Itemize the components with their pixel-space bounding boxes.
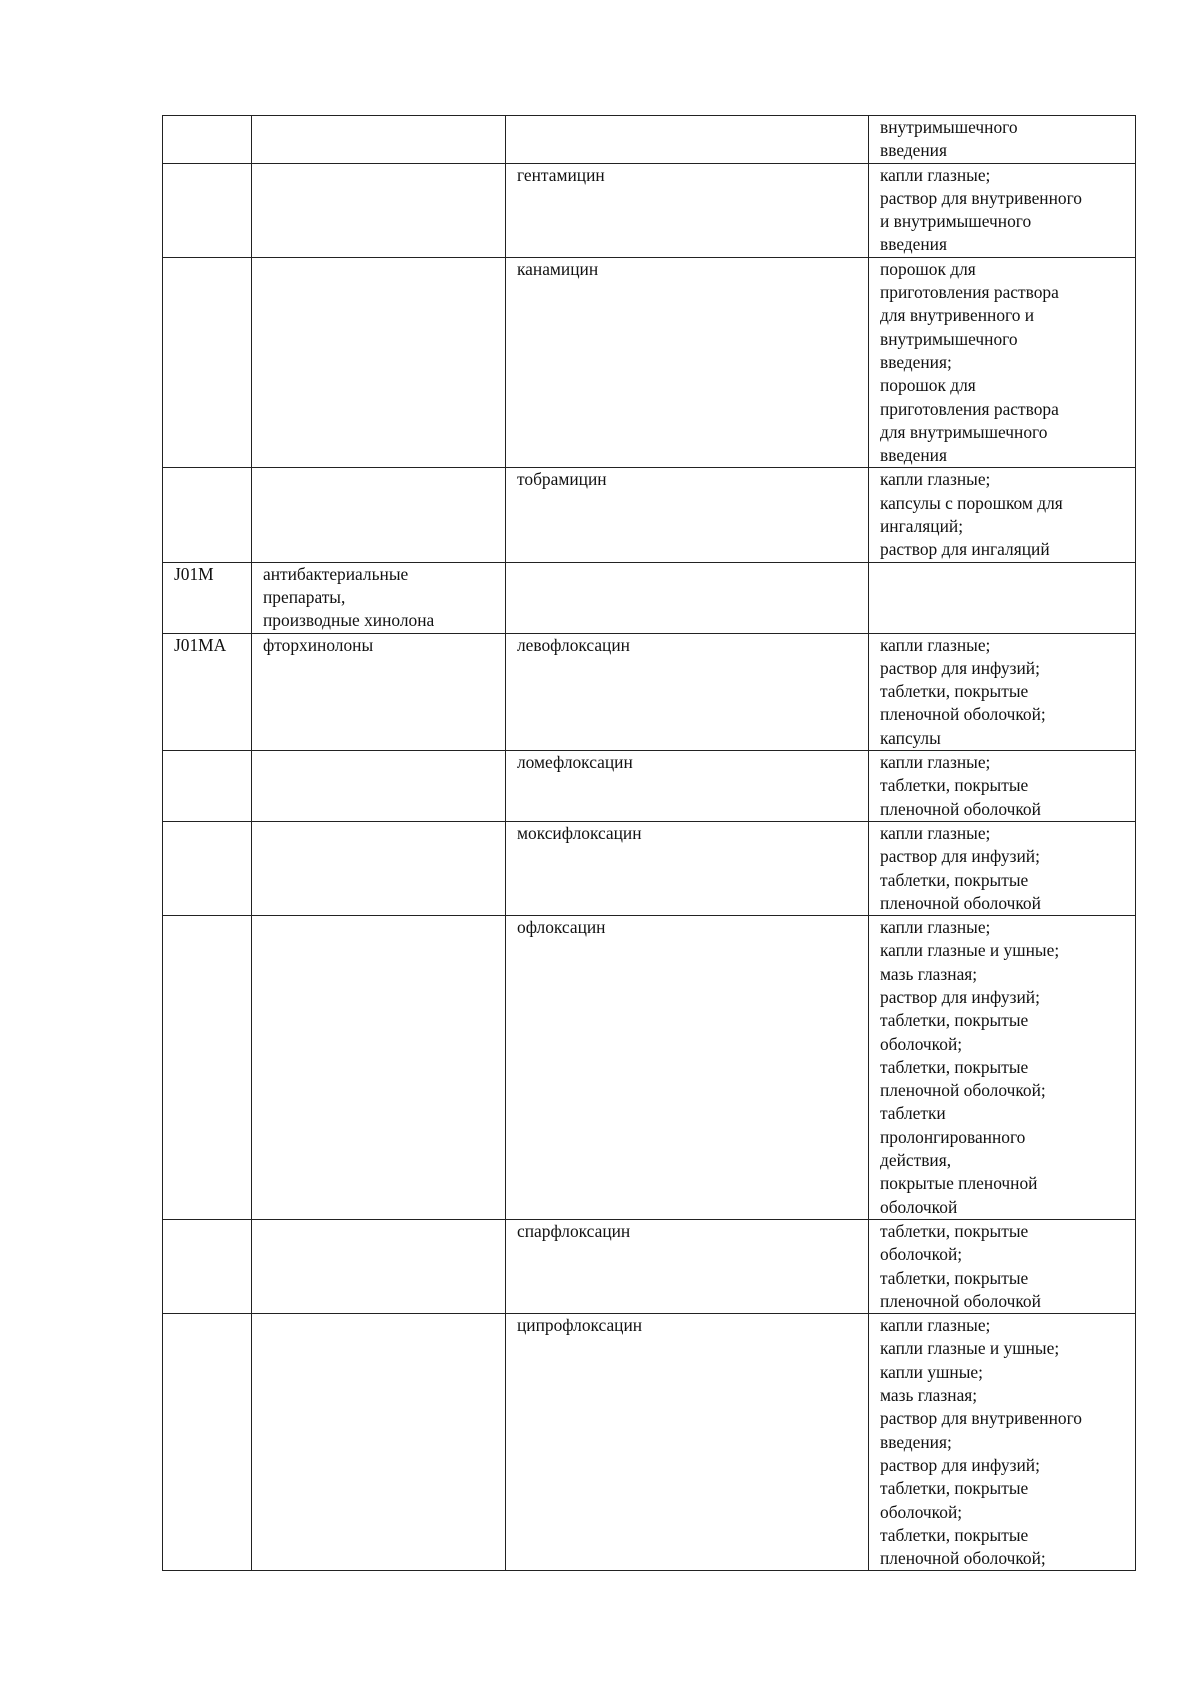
group-cell [252,116,506,164]
atc-code-cell [163,468,252,562]
table-row [163,751,1136,822]
drug-name-cell: тобрамицин [506,468,869,562]
drug-table [162,115,1136,1571]
drug-name-cell [506,562,869,633]
group-cell: антибактериальные препараты, производные хинолона [252,562,506,633]
atc-code-cell [163,116,252,164]
group-cell: фторхинолоны [252,633,506,750]
table-row [163,257,1136,468]
table-row [163,468,1136,562]
table-row [163,163,1136,257]
drug-name-cell: ломефлоксацин [506,751,869,822]
dosage-forms-cell: капли глазные; раствор для инфузий; таблетки, покрытые пленочной оболочкой; капсулы [869,633,1136,750]
dosage-forms-cell: внутримышечного введения [869,116,1136,164]
table-row [163,1219,1136,1313]
dosage-forms-cell: капли глазные; капли глазные и ушные; капли ушные; мазь глазная; раствор для внутривенного введения; раствор для инфузий; таблетки, покрытые оболочкой; таблетки, покрытые пленочной оболочкой; [869,1314,1136,1571]
atc-code-cell: J01MA [163,633,252,750]
atc-code-cell [163,163,252,257]
table-row [163,633,1136,750]
table-row [163,116,1136,164]
table-row [163,1314,1136,1571]
atc-code-cell [163,751,252,822]
atc-code-cell: J01M [163,562,252,633]
dosage-forms-cell: таблетки, покрытые оболочкой; таблетки, покрытые пленочной оболочкой [869,1219,1136,1313]
dosage-forms-cell: порошок для приготовления раствора для внутривенного и внутримышечного введения; порошок для приготовления раствора для внутримышечного введения [869,257,1136,468]
table-row [163,916,1136,1220]
dosage-forms-cell: капли глазные; капсулы с порошком для ингаляций; раствор для ингаляций [869,468,1136,562]
atc-code-cell [163,916,252,1220]
dosage-forms-cell: капли глазные; раствор для внутривенного и внутримышечного введения [869,163,1136,257]
atc-code-cell [163,821,252,915]
atc-code-cell [163,1314,252,1571]
atc-code-cell [163,257,252,468]
dosage-forms-cell: капли глазные; таблетки, покрытые пленочной оболочкой [869,751,1136,822]
drug-name-cell: офлоксацин [506,916,869,1220]
table-row [163,562,1136,633]
group-cell [252,821,506,915]
group-cell [252,751,506,822]
group-cell [252,163,506,257]
drug-name-cell [506,116,869,164]
group-cell [252,468,506,562]
drug-name-cell: моксифлоксацин [506,821,869,915]
group-cell [252,257,506,468]
drug-name-cell: ципрофлоксацин [506,1314,869,1571]
dosage-forms-cell [869,562,1136,633]
drug-name-cell: канамицин [506,257,869,468]
drug-name-cell: левофлоксацин [506,633,869,750]
table-row [163,821,1136,915]
drug-name-cell: спарфлоксацин [506,1219,869,1313]
group-cell [252,1219,506,1313]
dosage-forms-cell: капли глазные; раствор для инфузий; таблетки, покрытые пленочной оболочкой [869,821,1136,915]
group-cell [252,916,506,1220]
drug-name-cell: гентамицин [506,163,869,257]
dosage-forms-cell: капли глазные; капли глазные и ушные; мазь глазная; раствор для инфузий; таблетки, покрытые оболочкой; таблетки, покрытые пленочной оболочкой; таблетки пролонгированного действия, покрытые пленочной оболочкой [869,916,1136,1220]
atc-code-cell [163,1219,252,1313]
group-cell [252,1314,506,1571]
